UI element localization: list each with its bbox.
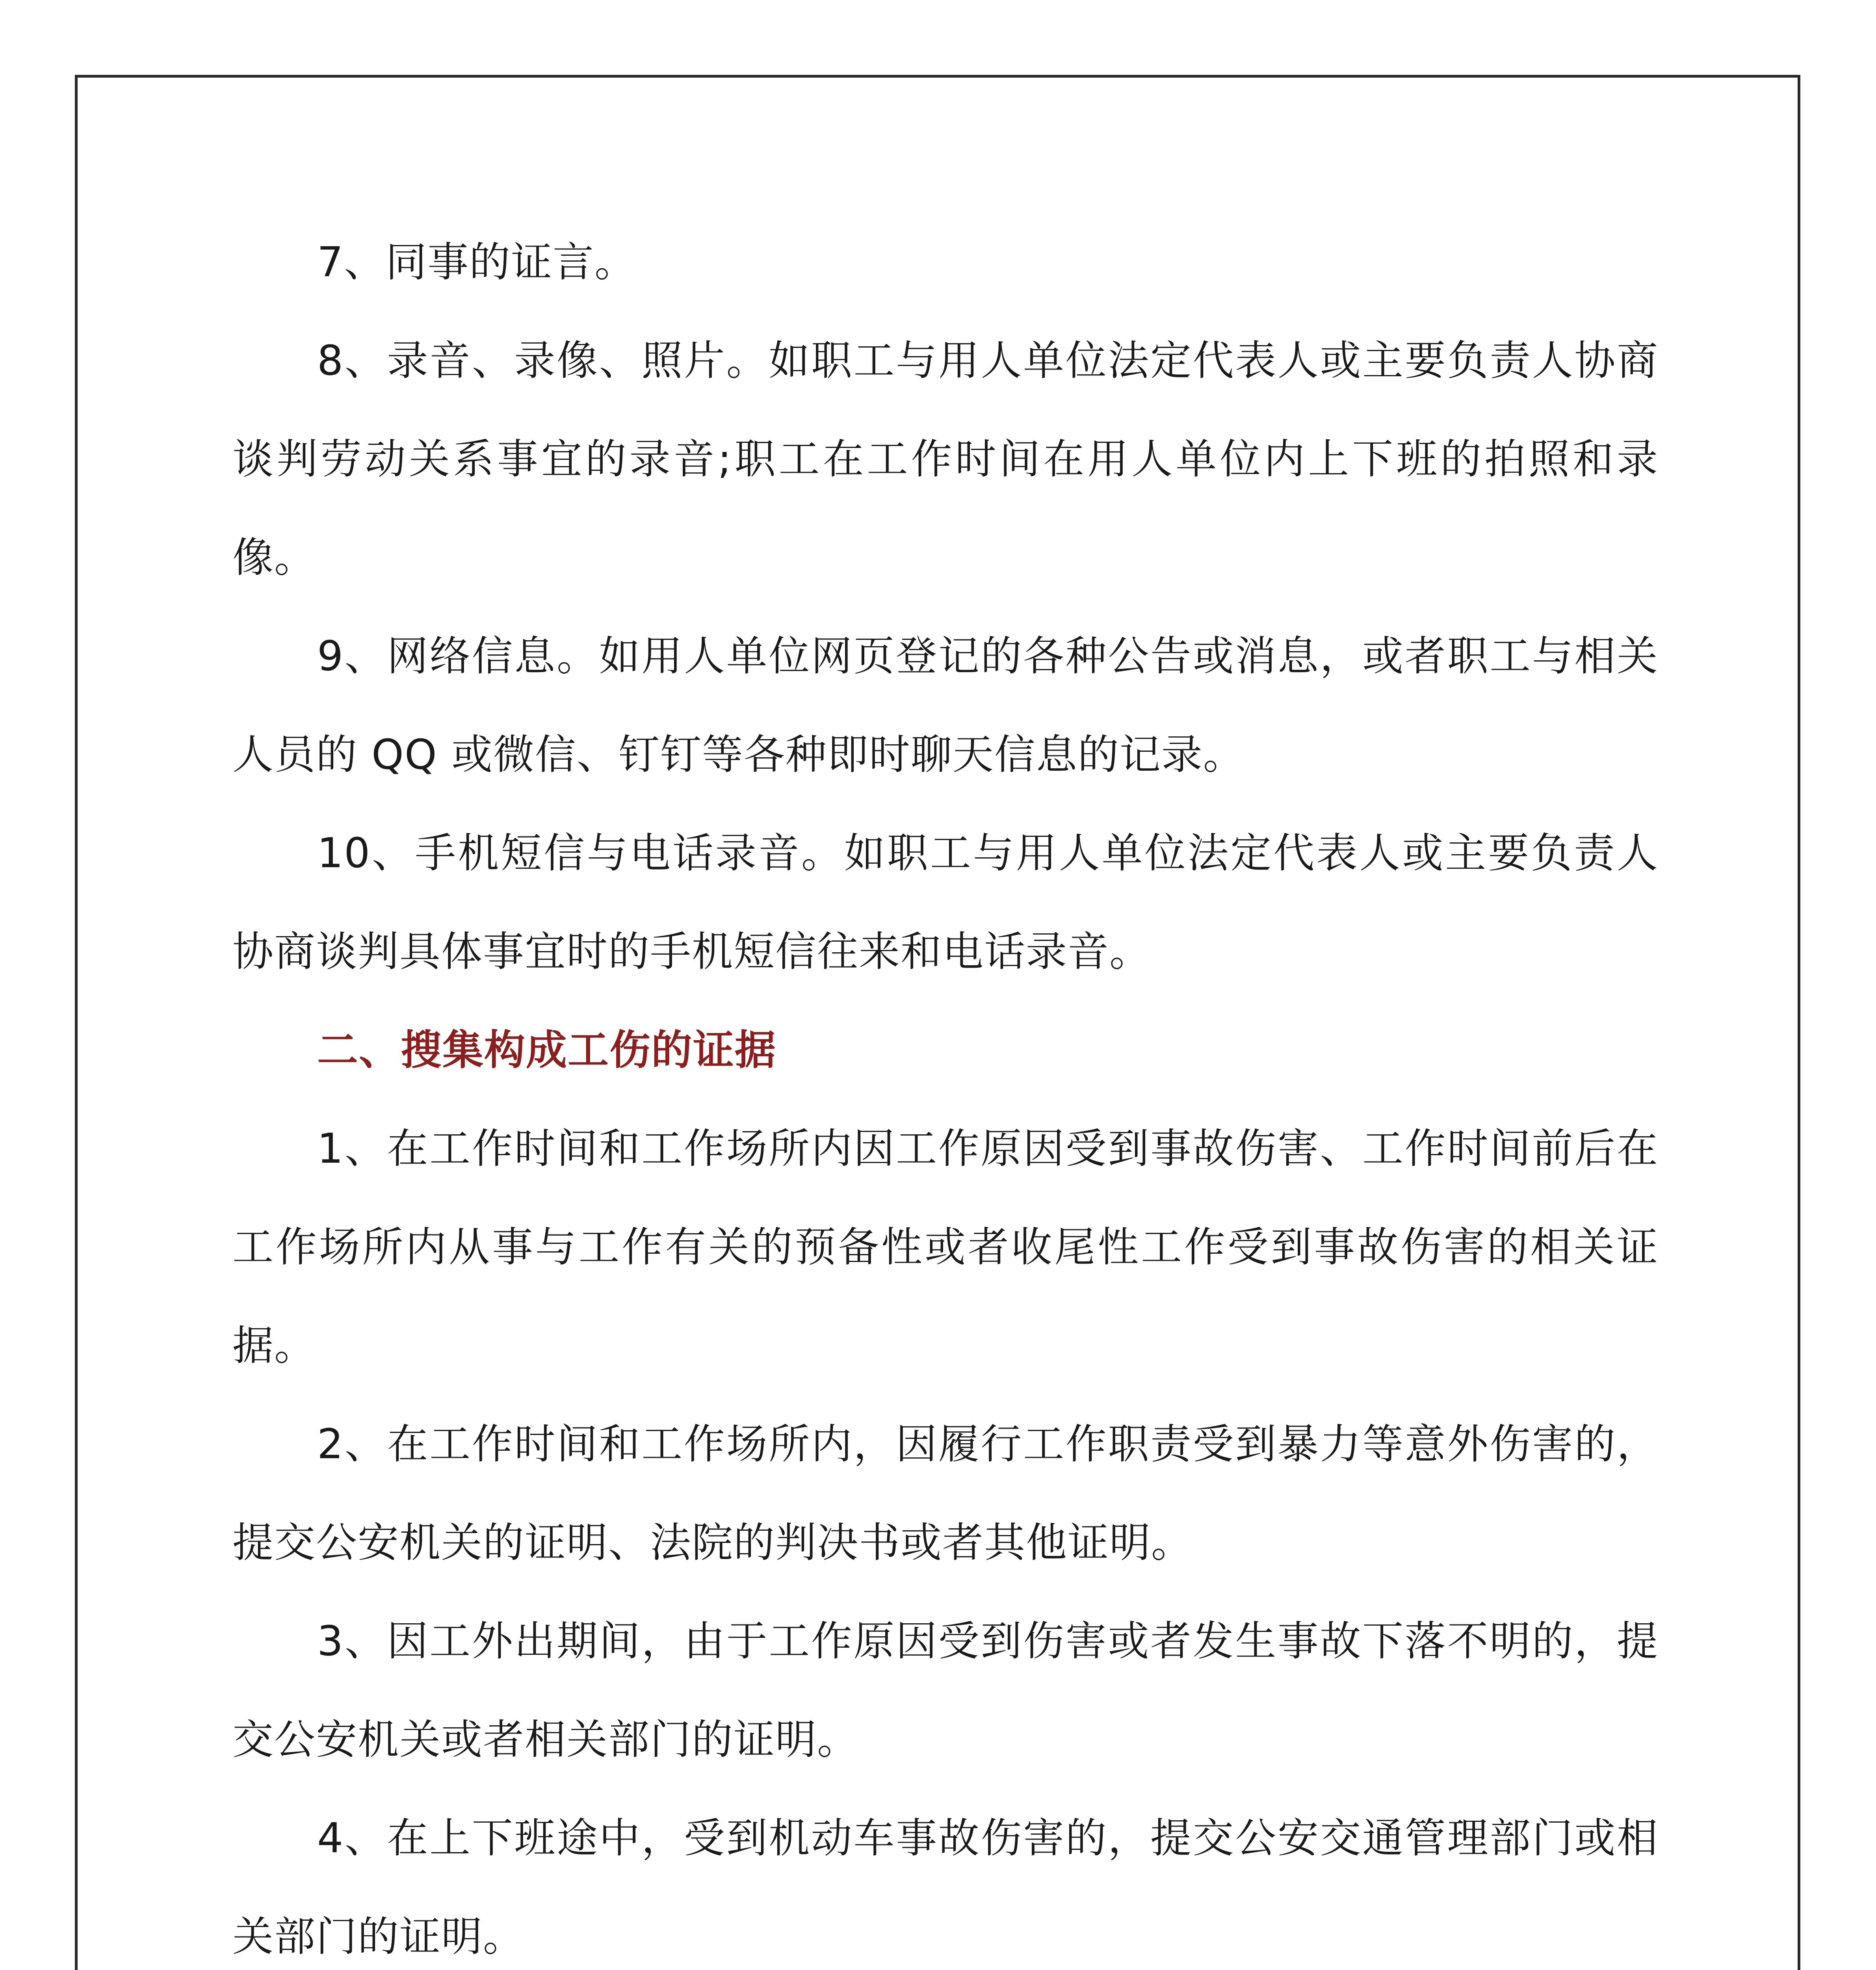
- list-item-4-commute: 4、在上下班途中，受到机动车事故伤害的，提交公安交通管理部门或相关部门的证明。: [232, 1814, 1659, 1961]
- list-item-2-violence: 2、在工作时间和工作场所内，因履行工作职责受到暴力等意外伤害的，提交公安机关的证明、法院的判决书或者其他证明。: [232, 1420, 1659, 1567]
- list-item-1-accident-at-work: 1、在工作时间和工作场所内因工作原因受到事故伤害、工作时间前后在工作场所内从事与工作有关的预备性或者收尾性工作受到事故伤害的相关证据。: [232, 1124, 1659, 1370]
- list-item-10-sms-calls: 10、手机短信与电话录音。如职工与用人单位法定代表人或主要负责人协商谈判具体事宜时的手机短信往来和电话录音。: [232, 829, 1659, 976]
- document-body: [232, 213, 1659, 1970]
- list-item-3-business-trip: 3、因工外出期间，由于工作原因受到伤害或者发生事故下落不明的，提交公安机关或者相关部门的证明。: [232, 1617, 1659, 1764]
- section-heading: 二、搜集构成工伤的证据: [317, 1026, 777, 1074]
- list-item-8-recordings: 8、录音、录像、照片。如职工与用人单位法定代表人或主要负责人协商谈判劳动关系事宜的录音;职工在工作时间在用人单位内上下班的拍照和录像。: [232, 336, 1659, 582]
- list-item-7-colleague-testimony: 7、同事的证言。: [317, 238, 637, 286]
- list-item-9-network-info: 9、网络信息。如用人单位网页登记的各种公告或消息，或者职工与相关人员的 QQ 或微信、钉钉等各种即时聊天信息的记录。: [232, 632, 1659, 779]
